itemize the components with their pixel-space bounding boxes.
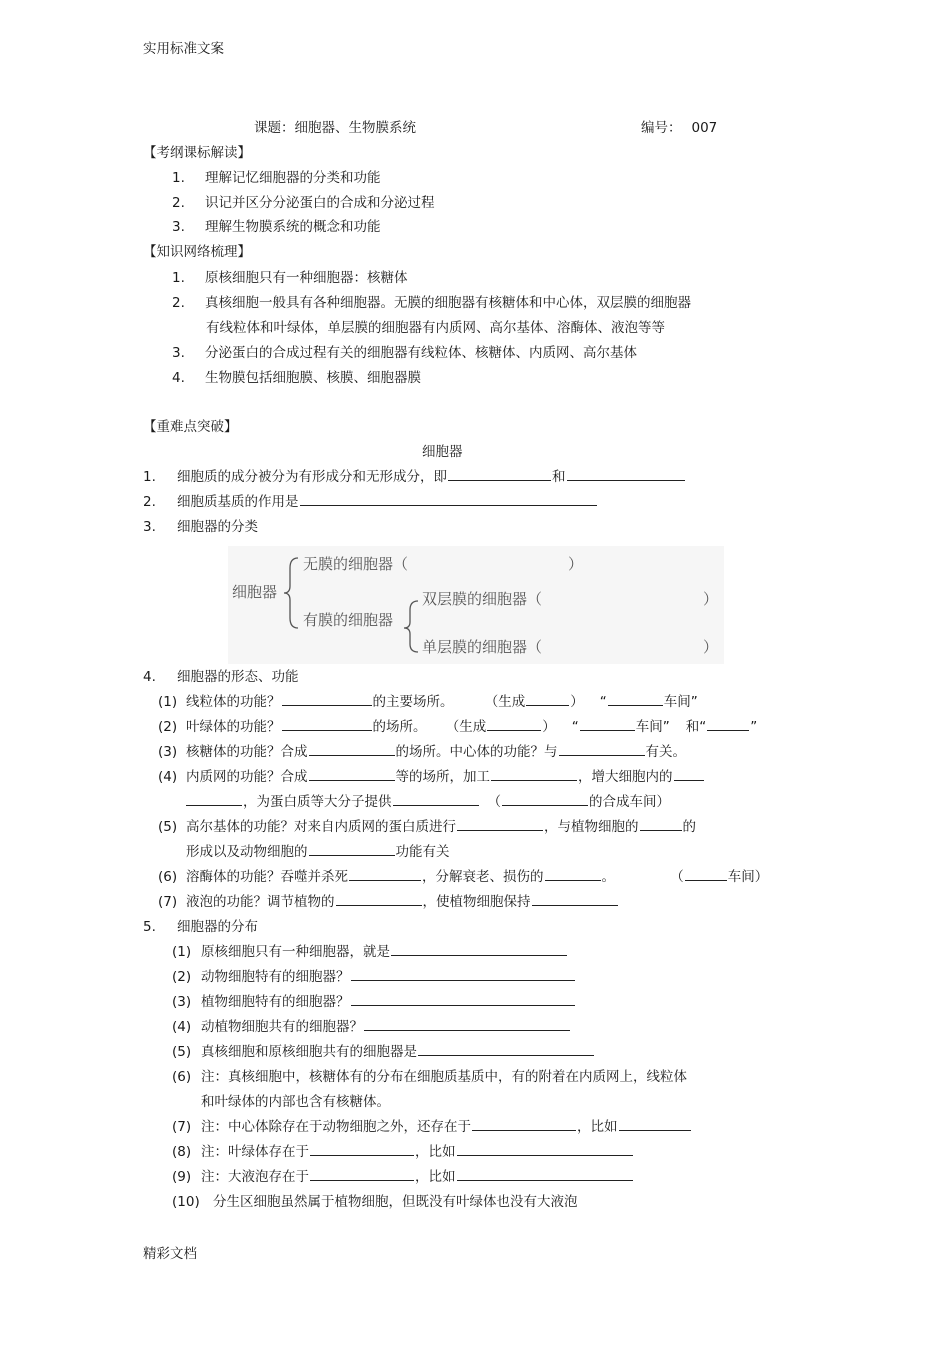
answer-blank[interactable] [349, 879, 421, 881]
answer-blank[interactable] [364, 1029, 570, 1031]
question-4-7: (7) 液泡的功能？调节植物的 ，使植物细胞保持 [158, 896, 177, 910]
answer-blank[interactable] [532, 904, 618, 906]
answer-blank[interactable] [526, 704, 569, 706]
answer-blank[interactable] [491, 779, 577, 781]
answer-blank[interactable] [619, 1129, 691, 1131]
answer-blank[interactable] [457, 1154, 633, 1156]
section-heading-zhishi: 【知识网络梳理】 [143, 244, 251, 260]
answer-blank[interactable] [685, 879, 727, 881]
question-5-9: (9) 注：大液泡存在于 ，比如 [172, 1171, 191, 1185]
question-4-4-cont: ，为蛋白质等大分子提供 （ 的合成车间） [186, 796, 670, 810]
diagram-close-paren: ） [703, 638, 719, 656]
question-1: 1. 细胞质的成分被分为有形成分和无形成分，即 和 [143, 471, 156, 485]
brace-left [284, 558, 298, 628]
answer-blank[interactable] [502, 804, 588, 806]
question-4: 4. 细胞器的形态、功能 [143, 669, 299, 685]
answer-blank[interactable] [309, 779, 395, 781]
list-item: 2. 识记并区分分泌蛋白的合成和分泌过程 [172, 195, 435, 211]
section-heading-kaogang: 【考纲课标解读】 [143, 145, 251, 161]
question-4-1: (1) 线粒体的功能？ 的主要场所。 （生成 ） “ 车间” [158, 694, 698, 710]
list-item: 4. 生物膜包括细胞膜、核膜、细胞器膜 [172, 370, 421, 386]
question-5-1: (1) 原核细胞只有一种细胞器，就是 [172, 946, 191, 960]
answer-blank[interactable] [309, 754, 395, 756]
section-heading-zhongnan: 【重难点突破】 [143, 419, 238, 435]
question-4-3: (3) 核糖体的功能？合成 的场所。中心体的功能？与 有关。 [158, 744, 686, 760]
page-footer: 精彩文档 [143, 1246, 197, 1262]
answer-blank[interactable] [391, 954, 567, 956]
organelle-classification-diagram [228, 546, 724, 664]
answer-blank[interactable] [351, 1004, 575, 1006]
question-5-6: (6) 注：真核细胞中，核糖体有的分布在细胞质基质中，有的附着在内质网上，线粒体 [172, 1069, 687, 1085]
answer-blank[interactable] [580, 729, 635, 731]
diagram-with-membrane: 有膜的细胞器 [303, 611, 394, 629]
list-item-continuation: 有线粒体和叶绿体，单层膜的细胞器有内质网、高尔基体、溶酶体、液泡等等 [206, 320, 665, 336]
question-5-4: (4) 动植物细胞共有的细胞器？ [172, 1021, 191, 1035]
answer-blank[interactable] [448, 479, 551, 481]
number-label: 编号： [641, 120, 682, 136]
question-3: 3. 细胞器的分类 [143, 519, 258, 535]
question-5-6-cont: 和叶绿体的内部也含有核糖体。 [201, 1094, 390, 1110]
number-value: 007 [691, 120, 718, 136]
brace-right [404, 601, 418, 652]
answer-blank[interactable] [351, 979, 575, 981]
answer-blank[interactable] [393, 804, 479, 806]
question-5-5: (5) 真核细胞和原核细胞共有的细胞器是 [172, 1046, 191, 1060]
lesson-title: 课题：细胞器、生物膜系统 [254, 120, 416, 136]
list-item: 1. 理解记忆细胞器的分类和功能 [172, 170, 381, 186]
answer-blank[interactable] [640, 829, 682, 831]
diagram-no-membrane: 无膜的细胞器（ [303, 555, 409, 573]
answer-blank[interactable] [472, 1129, 576, 1131]
answer-blank[interactable] [336, 904, 422, 906]
question-5-8: (8) 注：叶绿体存在于 ，比如 [172, 1146, 191, 1160]
diagram-single-membrane: 单层膜的细胞器（ [422, 638, 543, 656]
question-2: 2. 细胞质基质的作用是 [143, 496, 156, 510]
question-4-2: (2) 叶绿体的功能？ 的场所。 （生成 ） “ 车间” 和“ ” [158, 719, 758, 735]
answer-blank[interactable] [457, 1179, 633, 1181]
diagram-close-paren: ） [568, 555, 584, 573]
question-5-3: (3) 植物细胞特有的细胞器？ [172, 996, 191, 1010]
answer-blank[interactable] [309, 854, 395, 856]
question-5: 5. 细胞器的分布 [143, 919, 258, 935]
answer-blank[interactable] [300, 504, 597, 506]
list-item: 3. 分泌蛋白的合成过程有关的细胞器有线粒体、核糖体、内质网、高尔基体 [172, 345, 637, 361]
question-4-6: (6) 溶酶体的功能？吞噬并杀死 ，分解衰老、损伤的 。 （ 车间） [158, 869, 769, 885]
list-item: 3. 理解生物膜系统的概念和功能 [172, 219, 381, 235]
answer-blank[interactable] [282, 729, 372, 731]
answer-blank[interactable] [545, 879, 601, 881]
answer-blank[interactable] [310, 1179, 414, 1181]
diagram-double-membrane: 双层膜的细胞器（ [422, 590, 543, 608]
answer-blank[interactable] [310, 1154, 414, 1156]
question-5-10: (10) 分生区细胞虽然属于植物细胞，但既没有叶绿体也没有大液泡 [172, 1194, 578, 1210]
question-5-7: (7) 注：中心体除存在于动物细胞之外，还存在于 ，比如 [172, 1121, 191, 1135]
page-header: 实用标准文案 [143, 41, 224, 57]
diagram-root: 细胞器 [232, 583, 278, 601]
lesson-number-label [641, 122, 717, 136]
question-5-2: (2) 动物细胞特有的细胞器？ [172, 971, 191, 985]
answer-blank[interactable] [567, 479, 685, 481]
answer-blank[interactable] [282, 704, 372, 706]
answer-blank[interactable] [674, 779, 704, 781]
answer-blank[interactable] [559, 754, 645, 756]
answer-blank[interactable] [707, 729, 749, 731]
answer-blank[interactable] [608, 704, 663, 706]
list-item: 1. 原核细胞只有一种细胞器：核糖体 [172, 270, 408, 286]
answer-blank[interactable] [418, 1054, 594, 1056]
answer-blank[interactable] [487, 729, 541, 731]
answer-blank[interactable] [457, 829, 543, 831]
diagram-close-paren: ） [703, 590, 719, 608]
answer-blank[interactable] [186, 804, 242, 806]
question-4-5: (5) 高尔基体的功能？对来自内质网的蛋白质进行 ，与植物细胞的 的 [158, 819, 696, 835]
list-item: 2. 真核细胞一般具有各种细胞器。无膜的细胞器有核糖体和中心体，双层膜的细胞器 [172, 295, 691, 311]
question-4-5-cont: 形成以及动物细胞的 功能有关 [186, 844, 450, 860]
subheading: 细胞器 [422, 444, 463, 460]
question-4-4: (4) 内质网的功能？合成 等的场所，加工 ，增大细胞内的 [158, 771, 177, 785]
